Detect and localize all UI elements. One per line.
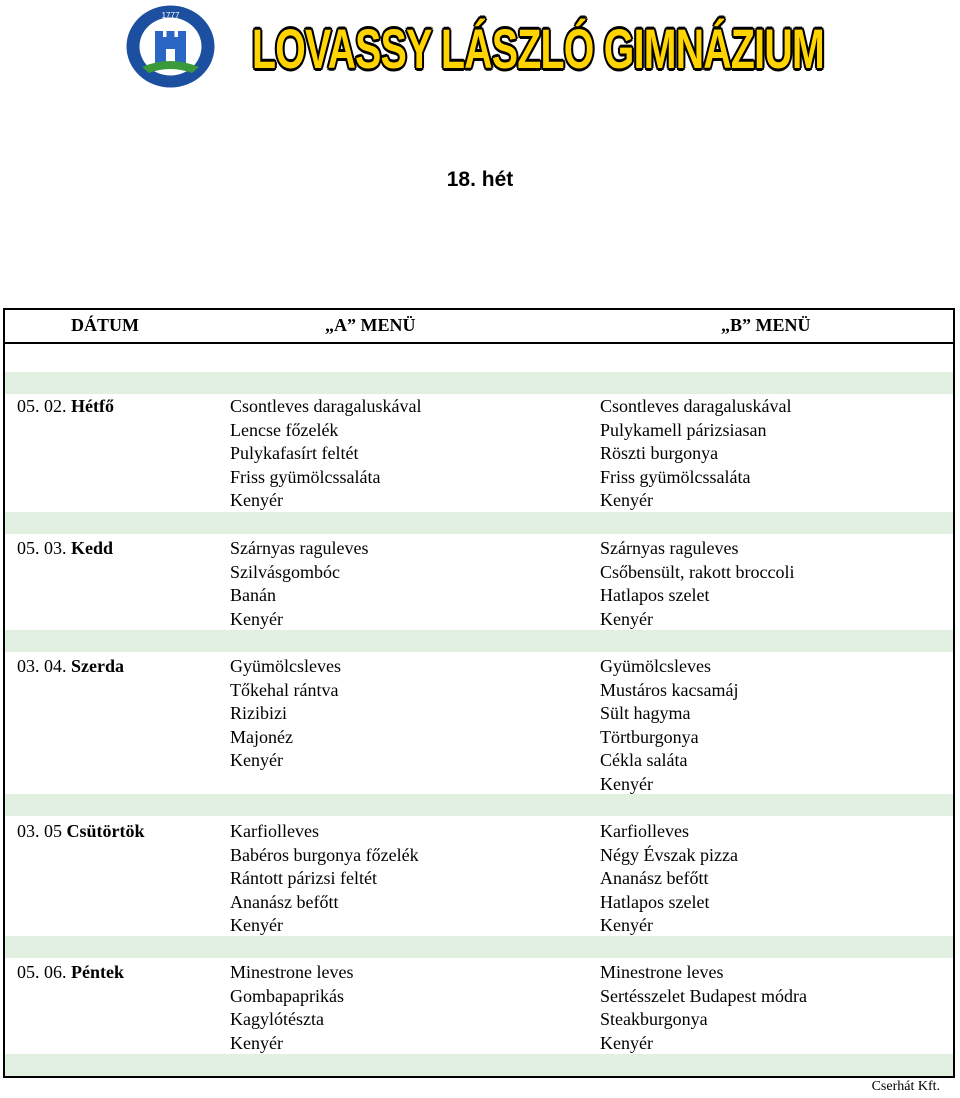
menu-item: Kenyér	[230, 608, 283, 629]
menu-item: Hatlapos szelet	[600, 891, 710, 912]
menu-item: Steakburgonya	[600, 1009, 708, 1029]
day-label-monday	[17, 394, 114, 418]
menu-item: Kenyér	[230, 1032, 283, 1053]
menu-item: Hatlapos szelet	[600, 585, 710, 605]
menu-item: Tőkehal rántva	[230, 679, 339, 700]
menu-item: Banán	[230, 585, 276, 605]
menu-item: Csontleves daragaluskával	[600, 396, 792, 416]
a-menu-tuesday	[230, 537, 368, 631]
menu-item: Minestrone leves	[230, 962, 354, 982]
weekday-text: Csütörtök	[66, 821, 145, 841]
week-title: 18. hét	[446, 168, 514, 191]
menu-item: Friss gyümölcssaláta	[230, 466, 381, 487]
menu-item: Kenyér	[600, 608, 653, 629]
a-menu-friday	[230, 961, 353, 1055]
menu-item: Sült hagyma	[600, 703, 691, 723]
b-menu-wednesday	[600, 655, 738, 796]
date-text: 03. 05	[17, 821, 62, 841]
row-separator	[5, 512, 953, 534]
menu-item: Kenyér	[600, 773, 653, 794]
menu-item: Kenyér	[230, 915, 283, 935]
menu-table	[3, 308, 955, 1078]
menu-item: Szárnyas raguleves	[600, 538, 739, 558]
b-menu-monday	[600, 395, 791, 513]
day-label-friday	[17, 960, 124, 984]
menu-item: Mustáros kacsamáj	[600, 679, 739, 700]
menu-item: Rizibizi	[230, 703, 287, 723]
a-menu-wednesday	[230, 655, 341, 773]
menu-item: Kenyér	[230, 750, 283, 770]
menu-item: Ananász befőtt	[600, 868, 709, 888]
menu-item: Törtburgonya	[600, 726, 699, 747]
a-menu-thursday	[230, 820, 419, 938]
menu-item: Rántott párizsi feltét	[230, 868, 377, 888]
b-menu-thursday	[600, 820, 738, 938]
row-separator	[5, 1054, 953, 1076]
a-menu-monday	[230, 395, 421, 513]
date-text: 03. 04.	[17, 656, 67, 676]
weekday-text: Kedd	[71, 538, 114, 558]
weekday-text: Szerda	[71, 656, 124, 676]
school-crest-logo	[122, 3, 219, 90]
school-name: LOVASSY LÁSZLÓ GIMNÁZIUM	[252, 17, 824, 80]
menu-item: Szárnyas raguleves	[230, 538, 369, 558]
menu-item: Karfiolleves	[230, 821, 319, 841]
date-column-header: DÁTUM	[71, 315, 139, 335]
menu-item: Karfiolleves	[600, 821, 689, 841]
row-separator	[5, 794, 953, 816]
row-separator	[5, 372, 953, 394]
menu-item: Lencse főzelék	[230, 419, 339, 440]
caterer-name: Cserhát Kft.	[871, 1079, 940, 1094]
weekday-text: Péntek	[71, 962, 124, 982]
logo-year: 1777	[161, 11, 180, 20]
menu-item: Cékla saláta	[600, 750, 688, 770]
menu-item: Babéros burgonya főzelék	[230, 844, 419, 865]
menu-item: Csőbensült, rakott broccoli	[600, 561, 795, 582]
table-header-row	[5, 310, 953, 344]
a-menu-column-header: „A” MENÜ	[325, 315, 416, 335]
b-menu-tuesday	[600, 537, 794, 631]
menu-item: Négy Évszak pizza	[600, 844, 738, 865]
menu-item: Kagylótészta	[230, 1009, 324, 1029]
row-separator	[5, 936, 953, 958]
date-text: 05. 06.	[17, 962, 67, 982]
weekday-text: Hétfő	[71, 396, 114, 416]
menu-item: Csontleves daragaluskával	[230, 396, 422, 416]
menu-item: Szilvásgombóc	[230, 561, 340, 582]
date-text: 05. 02.	[17, 396, 67, 416]
menu-item: Kenyér	[600, 915, 653, 935]
menu-item: Kenyér	[600, 490, 653, 510]
day-label-wednesday	[17, 654, 124, 678]
day-label-tuesday	[17, 536, 113, 560]
menu-item: Röszti burgonya	[600, 443, 719, 463]
row-separator	[5, 630, 953, 652]
menu-item: Sertésszelet Budapest módra	[600, 985, 807, 1006]
menu-item: Kenyér	[230, 490, 283, 510]
menu-item: Friss gyümölcssaláta	[600, 466, 751, 487]
menu-item: Pulykamell párizsiasan	[600, 419, 767, 440]
menu-item: Kenyér	[600, 1032, 653, 1053]
date-text: 05. 03.	[17, 538, 67, 558]
b-menu-column-header: „B” MENÜ	[721, 315, 811, 335]
menu-item: Majonéz	[230, 726, 293, 747]
menu-item: Ananász befőtt	[230, 891, 339, 912]
menu-item: Pulykafasírt feltét	[230, 443, 359, 463]
menu-item: Gombapaprikás	[230, 985, 344, 1006]
day-label-thursday	[17, 819, 145, 843]
menu-item: Gyümölcsleves	[230, 656, 341, 676]
b-menu-friday	[600, 961, 807, 1055]
menu-item: Minestrone leves	[600, 962, 724, 982]
menu-item: Gyümölcsleves	[600, 656, 711, 676]
